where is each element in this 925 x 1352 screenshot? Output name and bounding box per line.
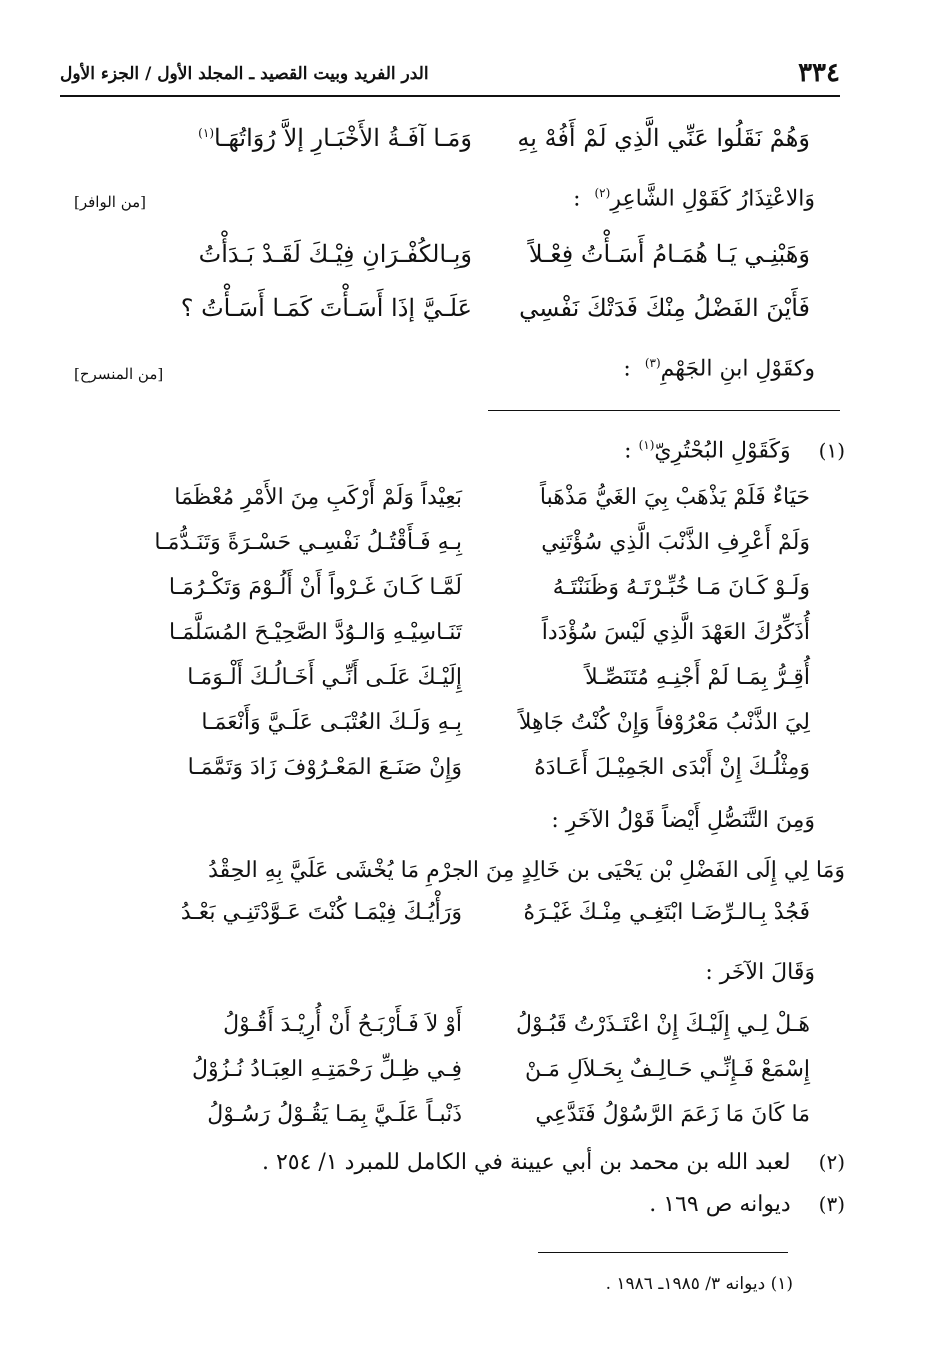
footnote-marker: (١) — [638, 438, 655, 452]
footnote-2 — [262, 1150, 845, 1175]
header-rule — [60, 95, 840, 97]
footnote-verse-hemistich-1: حَيَاءٌ فَلَمْ يَذْهَبْ بِيَ الغَيُّ مَذْهَباً — [539, 485, 810, 510]
verse-1-hemistich-2: وَمَـا آفَـةُ الأَخْبَـارِ إلاَّ رُوَاتُهَـا$^{(١)}$ — [198, 124, 472, 152]
verse-1-hemistich-1: وَهُمْ نَقَلُوا عَنِّي الَّذِي لَمْ أَفُهْ بِهِ — [517, 124, 810, 152]
footnote-verse-hemistich-2: بِـهِ وَلَـكَ العُتْبَـى عَلَـيَّ وَأَنْعَمَـا — [201, 710, 462, 735]
footnote-verse-hemistich-1: هَـلْ لِـي إِلَيْـكَ إِنْ اعْتَـذَرْتُ قَبُـوْلُ — [515, 1012, 810, 1037]
footnote-verse — [60, 1102, 840, 1142]
meter-label-wafir: [من الوافر] — [74, 193, 147, 211]
footnote-3-text: ديوانه ص ١٦٩ . — [649, 1192, 791, 1217]
footnote-verse-hemistich-1: فَجُدْ بِـالـرِّضَـا ابْتَغِـي مِنْـكَ غَيْـرَهُ — [523, 900, 810, 925]
footnote-verse-hemistich-2: لَمَّـا كَـانَ غَـرْواً أَنْ أَلُـوْمَ وَتَكْـرُمَـا — [168, 575, 462, 600]
footnote-verse — [60, 575, 840, 615]
footnote-verse-hemistich-2: أَوْ لاَ فَـأَرْبَـحُ أَنْ أُرِيْـدَ أَقُـوْلُ — [223, 1012, 462, 1037]
footnote-verse-hemistich-2: وَرَأْيُـكَ فِيْمَـا كُنْتَ عَـوَّدْتَنِـي بَعْـدُ — [180, 900, 462, 925]
footnote-marker: (٣) — [644, 356, 661, 370]
footnote-intro-tanassul: وَمِنَ التَّنَصُّلِ أَيْضاً قَوْلُ الآخَرِ : — [551, 808, 815, 833]
footnote-verse — [60, 665, 840, 705]
intro-line-1: وَالاعْتِذَارُ كَقَوْلِ الشَّاعِرِ$^{(٢)}$ : — [573, 186, 815, 212]
verse-3 — [60, 294, 840, 334]
footnote-verse-hemistich-1: وَمِثْلُـكَ إِنْ أَبْدَى الجَمِيْـلَ أَعَـادَهُ — [534, 755, 810, 780]
footnote-1-number: (١) — [818, 438, 845, 463]
sub-footnote: (١) ديوانه ٣/ ١٩٨٥ـ ١٩٨٦ . — [605, 1274, 793, 1294]
footnote-verse — [60, 1012, 840, 1052]
footnote-3 — [649, 1192, 845, 1217]
footnote-verse-hemistich-2: فِـي ظِـلِّ رَحْمَتِـهِ العِبَـادُ نُـزُوْلُ — [191, 1057, 462, 1082]
verse-3-hemistich-1: فَأَيْنَ الفَضْلُ مِنْكَ فَدَتْكَ نَفْسِي — [519, 294, 810, 322]
footnote-verse — [60, 710, 840, 750]
footnote-separator — [488, 410, 840, 411]
footnote-verse-hemistich-1: وَلَـوْ كَـانَ مَـا خُبِّـرْتَـهُ وَظَنَنْتَـهُ — [552, 575, 810, 600]
verse-2-hemistich-1: وَهَبْنِـي يَـا هُمَـامُ أَسَـأْتُ فِعْـلاً — [528, 240, 810, 268]
footnote-marker: (٢) — [594, 186, 611, 200]
footnote-3-number: (٣) — [818, 1192, 845, 1216]
footnote-verse — [60, 485, 840, 525]
footnote-verse-hemistich-1: أُقِـرُّ بِمَـا لَمْ أَجْنِـهِ مُتَنَصِّـلاً — [585, 665, 810, 690]
verse-3-hemistich-2: عَلَـيَّ إذَا أَسَـأْتَ كَمَـا أَسَـأْتُ ؟ — [180, 294, 472, 322]
sub-footnote-separator — [538, 1252, 788, 1253]
footnote-verse — [60, 900, 840, 940]
footnote-verse-hemistich-2: وَإِنْ صَنَـعَ المَعْـرُوْفَ زَادَ وَتَمَّمَـا — [187, 755, 462, 780]
running-title: الدر الفريد وبيت القصيد ـ المجلد الأول / الجزء الأول — [60, 64, 429, 84]
footnote-verse — [60, 620, 840, 660]
footnote-verse-hemistich-2: تَنَـاسِيْـهِ وَالـوُدَّ الصَّحِيْـحَ المُسَلَّمَـا — [169, 620, 462, 645]
footnote-verse-hemistich-2: إِلَيْـكَ عَلَـى أَنِّـي أَخَـالُـكَ أَلْـوَمَـا — [187, 665, 462, 690]
footnote-verse-hemistich-2: بَعِيْداً وَلَمْ أَرْكَبِ مِنَ الأَمْرِ مُعْظَمَا — [174, 485, 462, 510]
footnote-verse-hemistich-1: أُذَكِّرُكَ العَهْدَ الَّذِي لَيْسَ سُؤْدَداً — [541, 620, 810, 645]
footnote-2-number: (٢) — [818, 1150, 845, 1174]
intro-line-2: وكقَوْلِ ابنِ الجَهْمِ$^{(٣)}$ : — [623, 356, 815, 382]
verse-2-hemistich-2: وَبِـالكُفْـرَانِ فِيْـكَ لَقَـدْ بَـدَأْتُ — [198, 240, 472, 268]
footnote-long-verse: وَمَا لِي إِلَى الفَضْلِ بْن يَحْيَى بن خَالِدٍ مِنَ الجرْمِ مَا يُخْشَى عَلَيَّ بِهِ الحِقْدُ — [208, 858, 845, 883]
page-number: ٣٣٤ — [798, 58, 840, 88]
footnote-verse-hemistich-2: بِـهِ فَـأَقْتُـلُ نَفْسِـي حَسْـرَةً وَتَنَـدُّمَـا — [154, 530, 462, 555]
footnote-verse-hemistich-2: ذَنْبـاً عَلَـيَّ بِمَـا يَقُـوْلُ رَسُـوْلُ — [207, 1102, 462, 1127]
footnote-verse-hemistich-1: وَلَمْ أَعْرِفِ الذَّنْبَ الَّذِي سُؤْتَنِي — [541, 530, 810, 555]
footnote-2-text: لعبد الله بن محمد بن أبي عيينة في الكامل للمبرد ١/ ٢٥٤ . — [261, 1150, 791, 1175]
footnote-verse-hemistich-1: لِيَ الذَّنْبُ مَعْرُوْفاً وَإِنْ كُنْتُ جَاهِلاً — [518, 710, 810, 735]
footnote-verse-hemistich-1: مَا كَانَ مَا زَعَمَ الرَّسُوْلُ فَتَدَّعِي — [535, 1102, 810, 1127]
meter-label-munsarih: [من المنسرح] — [74, 365, 164, 383]
footnote-1-intro: (١) وَكَقَوْلِ البُحْتُرِيّ$^{(١)}$ : — [624, 438, 845, 464]
footnote-marker: (١) — [198, 126, 214, 140]
page-header — [60, 58, 840, 92]
footnote-intro-other: وَقَالَ الآخَر : — [705, 960, 815, 985]
verse-2 — [60, 240, 840, 280]
verse-1 — [60, 124, 840, 164]
footnote-verse — [60, 1057, 840, 1097]
footnote-verse — [60, 755, 840, 795]
footnote-verse — [60, 530, 840, 570]
footnote-verse-hemistich-1: إِسْمَعْ فَـإِنِّـي حَـالِـفٌ بِحَـلاَلِ مَـنْ — [524, 1057, 810, 1082]
